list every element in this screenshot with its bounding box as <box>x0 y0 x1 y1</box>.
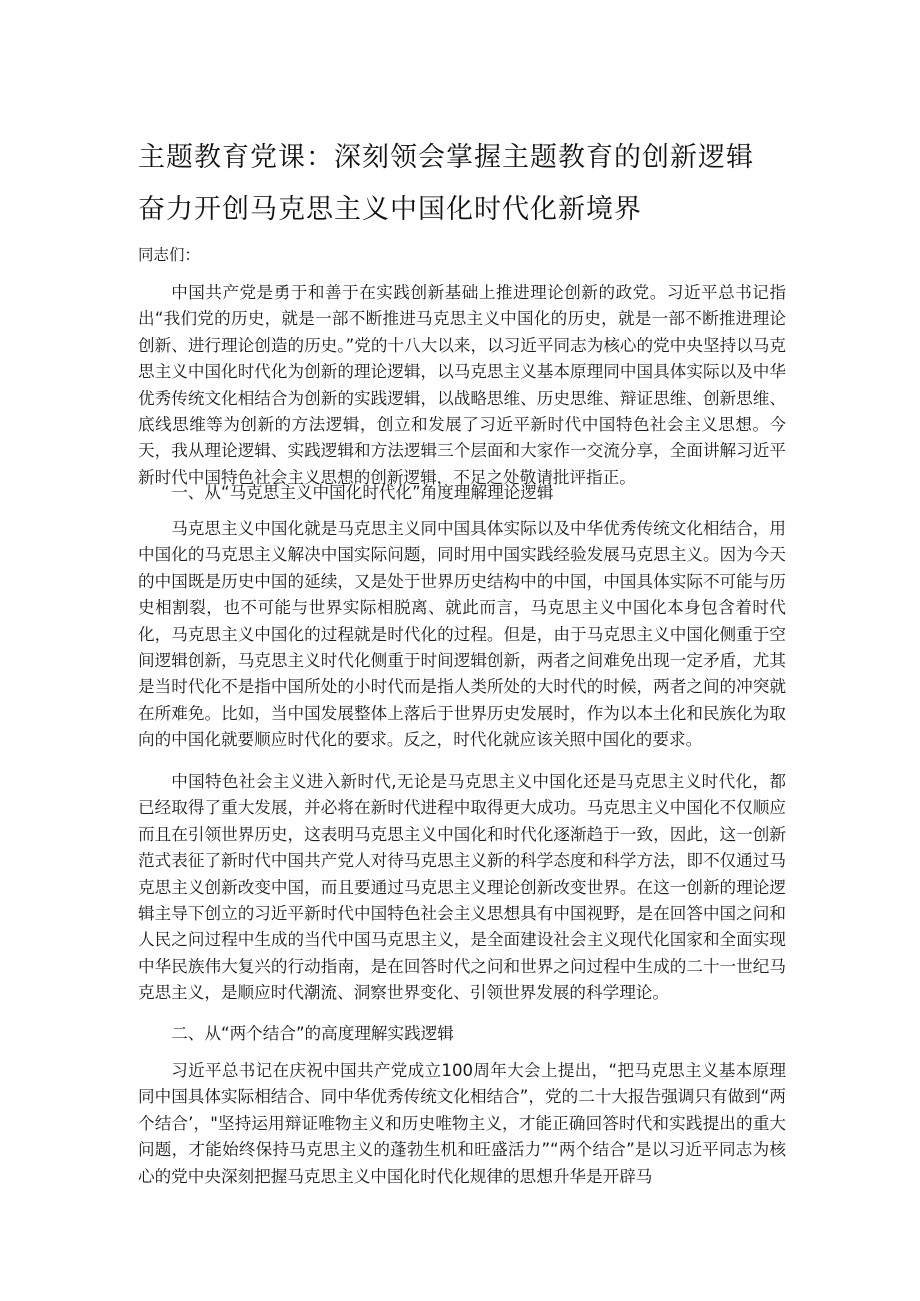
section2-paragraph-1: 习近平总书记在庆祝中国共产党成立100周年大会上提出，“把马克思主义基本原理同中国具体实际相结合、同中华优秀传统文化相结合”，党的二十大报告强调只有做到“两个结合’，"坚持运用辩证唯物主义和历史唯物主义，才能正确回答时代和实践提出的重大问题，才能始终保持马克思主义的蓬勃生机和旺盛活力”“两个结合”是以习近平同志为核心的党中央深刻把握马克思主义中国化时代化规律的思想升华是开辟马 <box>138 1061 786 1186</box>
section-heading-2: 二、从“两个结合”的高度理解实践逻辑 <box>171 1024 454 1043</box>
section1-paragraph-2: 中国特色社会主义进入新时代,无论是马克思主义中国化还是马克思主义时代化，都已经取得了重大发展，并必将在新时代进程中取得更大成功。马克思主义中国化不仅顺应而且在引领世界历史，这表明马克思主义中国化和时代化逐渐趋于一致，因此，这一创新范式表征了新时代中国共产党人对待马克思主义新的科学态度和科学方法，即不仅通过马克思主义创新改变中国，而且要通过马克思主义理论创新改变世界。在这一创新的理论逻辑主导下创立的习近平新时代中国特色社会主义思想具有中国视野，是在回答中国之问和人民之问过程中生成的当代中国马克思主义，是全面建设社会主义现代化国家和全面实现中华民族伟大复兴的行动指南，是在回答时代之问和世界之问过程中生成的二十一世纪马克思主义，是顺应时代潮流、洞察世界变化、引领世界发展的科学理论。 <box>138 772 786 1003</box>
document-title-line1: 主题教育党课：深刻领会掌握主题教育的创新逻辑 <box>138 142 754 173</box>
greeting: 同志们： <box>138 246 201 264</box>
section-heading-1: 一、从“马克思主义中国化时代化”角度理解理论逻辑 <box>171 483 554 502</box>
document-title-line2: 奋力开创马克思主义中国化时代化新境界 <box>138 194 642 225</box>
section1-paragraph-1: 马克思主义中国化就是马克思主义同中国具体实际以及中华优秀传统文化相结合，用中国化的马克思主义解决中国实际问题，同时用中国实践经验发展马克思主义。因为今天的中国既是历史中国的延续，又是处于世界历史结构中的中国，中国具体实际不可能与历史相割裂，也不可能与世界实际相脱离、就此而言，马克思主义中国化本身包含着时代化，马克思主义中国化的过程就是时代化的过程。但是，由于马克思主义中国化侧重于空间逻辑创新，马克思主义时代化侧重于时间逻辑创新，两者之间难免出现一定矛盾，尤其是当时代化不是指中国所处的小时代而是指人类所处的大时代的时候，两者之间的冲突就在所难免。比如，当中国发展整体上落后于世界历史发展时，作为以本土化和民族化为取向的中国化就要顺应时代化的要求。反之，时代化就应该关照中国化的要求。 <box>138 519 786 750</box>
intro-paragraph: 中国共产党是勇于和善于在实践创新基础上推进理论创新的政党。习近平总书记指出“我们党的历史，就是一部不断推进马克思主义中国化的历史，就是一部不断推进理论创新、进行理论创造的历史。”党的十八大以来，以习近平同志为核心的党中央坚持以马克思主义中国化时代化为创新的理论逻辑，以马克思主义基本原理同中国具体实际以及中华优秀传统文化相结合为创新的实践逻辑，以战略思维、历史思维、辩证思维、创新思维、底线思维等为创新的方法逻辑，创立和发展了习近平新时代中国特色社会主义思想。今天，我从理论逻辑、实践逻辑和方法逻辑三个层面和大家作一交流分享，全面讲解习近平新时代中国特色社会主义思想的创新逻辑，不足之处敬请批评指正。 <box>138 283 786 487</box>
